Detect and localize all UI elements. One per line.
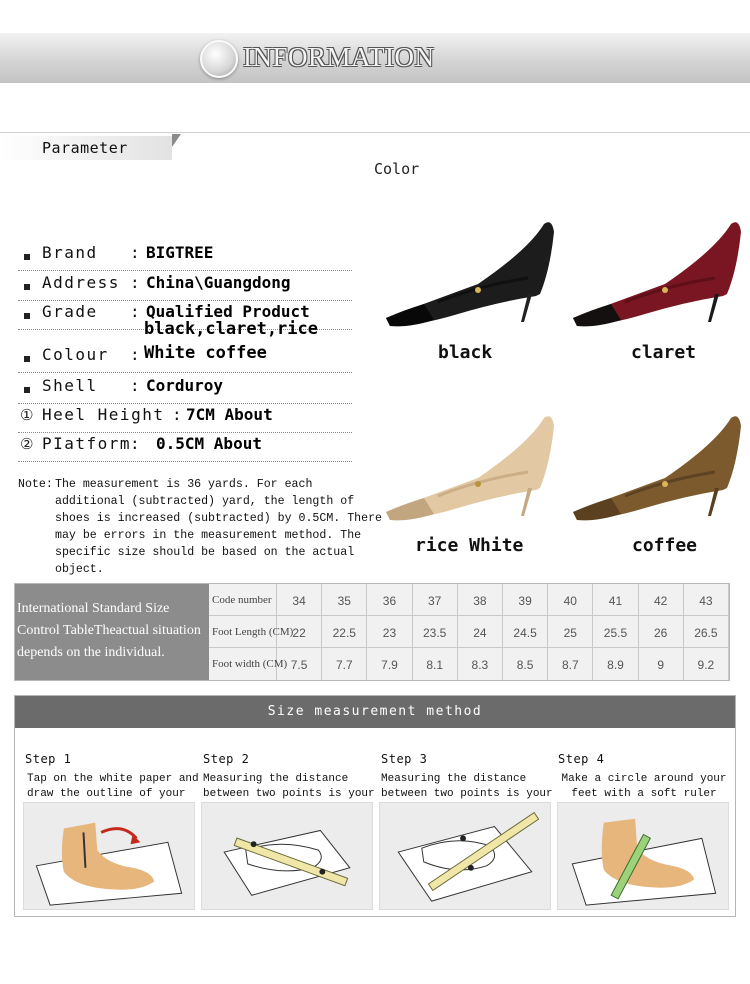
- measurement-title: Size measurement method: [267, 704, 483, 719]
- section-divider: [0, 132, 750, 133]
- size-table-cell: 8.7: [548, 648, 593, 680]
- shoe-black-image: [378, 210, 558, 330]
- size-table: [14, 583, 730, 681]
- size-table-cell: 41: [593, 584, 638, 616]
- spec-colon: :: [130, 376, 140, 395]
- size-table-title: International Standard Size Control TableTheactual situation depends on the individual.: [17, 601, 201, 660]
- spec-row-colour: [18, 319, 352, 373]
- size-table-cell: 23: [367, 616, 412, 648]
- spec-marker: ①: [20, 406, 34, 424]
- size-table-cell: 22: [277, 616, 322, 648]
- step-3-desc: Measuring the distance between two points is your foot width.: [381, 773, 553, 815]
- size-table-cell: 35: [322, 584, 367, 616]
- shoe-rice-white-image: [378, 404, 558, 524]
- size-table-cell: 7.9: [367, 648, 412, 680]
- size-table-cell: 34: [277, 584, 322, 616]
- bullet-icon: [24, 254, 30, 260]
- size-row-header: Foot width (CM): [209, 648, 277, 680]
- measurement-title-bar: [15, 696, 735, 728]
- step-3-foot-width-image: [379, 802, 551, 910]
- size-table-row: [209, 584, 729, 616]
- shoe-claret-image: [565, 210, 745, 330]
- spec-value: 0.5CM About: [156, 434, 262, 453]
- size-table-cell: 25.5: [593, 616, 638, 648]
- note-text: The measurement is 36 yards. For each additional (subtracted) yard, the length of shoes is increased (subtracted) by 0.5CM. There may be errors in the measurement method. The specific size should be based on the actual object.: [55, 478, 382, 576]
- shoe-coffee-image: [565, 404, 745, 524]
- size-table-cell: 7.5: [277, 648, 322, 680]
- size-table-cell: 8.5: [503, 648, 548, 680]
- spec-marker: ②: [20, 435, 34, 453]
- spec-row-platform: [18, 432, 352, 462]
- shoe-label-rice-white: rice White: [415, 535, 524, 556]
- bullet-icon: [24, 313, 30, 319]
- size-table-title-cell: [15, 584, 209, 680]
- size-table-cell: 9.2: [684, 648, 729, 680]
- spec-label: Shell: [42, 376, 98, 395]
- size-table-cell: 43: [684, 584, 729, 616]
- size-table-cell: 36: [367, 584, 412, 616]
- shoe-label-claret: claret: [631, 342, 697, 363]
- parameter-tag: [0, 136, 172, 160]
- size-table-cell: 26.5: [684, 616, 729, 648]
- bullet-icon: [24, 387, 30, 393]
- spec-colon: :: [130, 345, 140, 364]
- spec-colon: :: [172, 405, 182, 424]
- step-4-soft-ruler-image: [557, 802, 729, 910]
- size-table-row: [209, 648, 729, 680]
- spec-value: black,claret,rice White coffee: [144, 319, 318, 363]
- spec-value: BIGTREE: [146, 243, 214, 262]
- bullet-icon: [24, 356, 30, 362]
- step-2-title: Step 2: [203, 752, 250, 766]
- size-table-cell: 40: [548, 584, 593, 616]
- step-2-desc: Measuring the distance between two points is your foot length.: [203, 773, 375, 815]
- color-heading: Color: [374, 160, 420, 178]
- size-table-cell: 23.5: [413, 616, 458, 648]
- spec-colon: :: [130, 273, 140, 292]
- spec-label: Colour: [42, 345, 109, 364]
- page-title: INFORMATION: [243, 42, 435, 72]
- step-2-foot-length-image: [201, 802, 373, 910]
- spec-value: 7CM About: [186, 405, 273, 424]
- step-4-title: Step 4: [558, 752, 605, 766]
- spec-label: Address: [42, 273, 120, 292]
- tag-corner-icon: [172, 134, 181, 147]
- spec-value: China\Guangdong: [146, 273, 291, 292]
- spec-label: Brand: [42, 243, 98, 262]
- spec-value: Corduroy: [146, 376, 224, 395]
- spec-row-address: [18, 271, 352, 301]
- spec-row-shell: [18, 374, 352, 404]
- spec-colon: :: [130, 302, 140, 321]
- spec-label: Heel Height: [42, 405, 165, 424]
- size-row-header: Foot Length (CM): [209, 616, 277, 648]
- header-banner: [0, 33, 750, 83]
- size-table-cell: 24.5: [503, 616, 548, 648]
- size-table-grid: [209, 584, 729, 680]
- bullet-icon: [24, 284, 30, 290]
- size-row-header: Code number: [209, 584, 277, 616]
- size-table-cell: 22.5: [322, 616, 367, 648]
- size-table-cell: 7.7: [322, 648, 367, 680]
- size-table-cell: 39: [503, 584, 548, 616]
- spec-value: Qualified Product: [146, 302, 310, 321]
- parameter-tag-label: Parameter: [42, 139, 128, 157]
- size-table-cell: 38: [458, 584, 503, 616]
- spec-label: PIatform: [42, 434, 132, 453]
- size-table-cell: 8.3: [458, 648, 503, 680]
- size-table-cell: 42: [639, 584, 684, 616]
- spec-colon: :: [130, 243, 140, 262]
- banner-circle-icon: [200, 40, 238, 78]
- step-3-title: Step 3: [381, 752, 428, 766]
- spec-row-brand: [18, 241, 352, 271]
- shoe-label-black: black: [438, 342, 493, 363]
- size-table-cell: 26: [639, 616, 684, 648]
- note-lead: Note:: [18, 478, 53, 491]
- measurement-section: [14, 695, 736, 917]
- size-table-cell: 24: [458, 616, 503, 648]
- size-table-cell: 37: [413, 584, 458, 616]
- spec-label: Grade: [42, 302, 98, 321]
- size-table-row: [209, 616, 729, 648]
- step-1-desc: Tap on the white paper and draw the outline of your footsteps: [27, 773, 199, 815]
- size-table-cell: 9: [639, 648, 684, 680]
- size-table-cell: 8.1: [413, 648, 458, 680]
- step-4-desc: Make a circle around your feet with a soft ruler: [561, 773, 727, 800]
- spec-colon: :: [130, 434, 140, 453]
- shoe-label-coffee: coffee: [632, 535, 698, 556]
- size-table-cell: 8.9: [593, 648, 638, 680]
- size-table-cell: 25: [548, 616, 593, 648]
- step-1-foot-outline-image: [23, 802, 195, 910]
- step-1-title: Step 1: [25, 752, 72, 766]
- spec-row-heel-height: [18, 403, 352, 433]
